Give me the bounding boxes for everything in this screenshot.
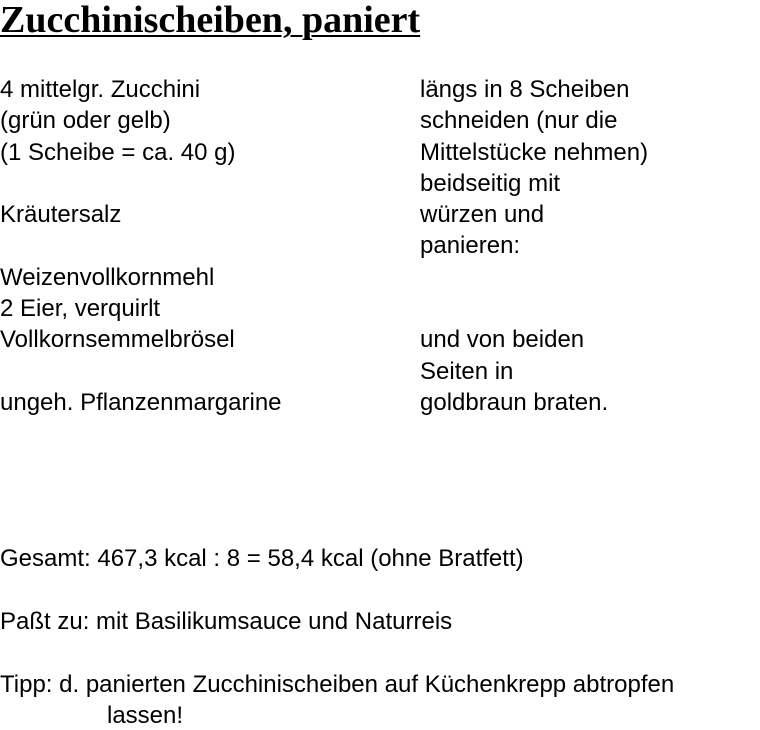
instruction-line: panieren: [420, 232, 521, 259]
pairing-note: Paßt zu: mit Basilikumsauce und Naturreis [0, 608, 453, 635]
tip-note-continued: lassen! [107, 702, 184, 729]
ingredient-line: 2 Eier, verquirlt [0, 295, 161, 322]
calorie-total: Gesamt: 467,3 kcal : 8 = 58,4 kcal (ohne Bratfett) [0, 545, 524, 572]
instruction-line: beidseitig mit [420, 170, 561, 197]
instruction-line: Seiten in [420, 358, 514, 385]
tip-note: Tipp: d. panierten Zucchinischeiben auf Küchenkrepp abtropfen [0, 671, 675, 698]
instruction-line: und von beiden [420, 326, 585, 353]
ingredient-line: (1 Scheibe = ca. 40 g) [0, 139, 236, 166]
ingredient-line: (grün oder gelb) [0, 107, 171, 134]
instruction-line: Mittelstücke nehmen) [420, 139, 649, 166]
instruction-line: schneiden (nur die [420, 107, 618, 134]
ingredient-line: 4 mittelgr. Zucchini [0, 76, 201, 103]
ingredient-line: ungeh. Pflanzenmargarine [0, 389, 282, 416]
ingredient-line: Vollkornsemmelbrösel [0, 326, 235, 353]
ingredient-line: Kräutersalz [0, 201, 122, 228]
ingredient-line: Weizenvollkornmehl [0, 264, 215, 291]
instruction-line: goldbraun braten. [420, 389, 609, 416]
instruction-line: würzen und [420, 201, 545, 228]
recipe-title: Zucchinischeiben, paniert [0, 0, 421, 41]
instruction-line: längs in 8 Scheiben [420, 76, 630, 103]
